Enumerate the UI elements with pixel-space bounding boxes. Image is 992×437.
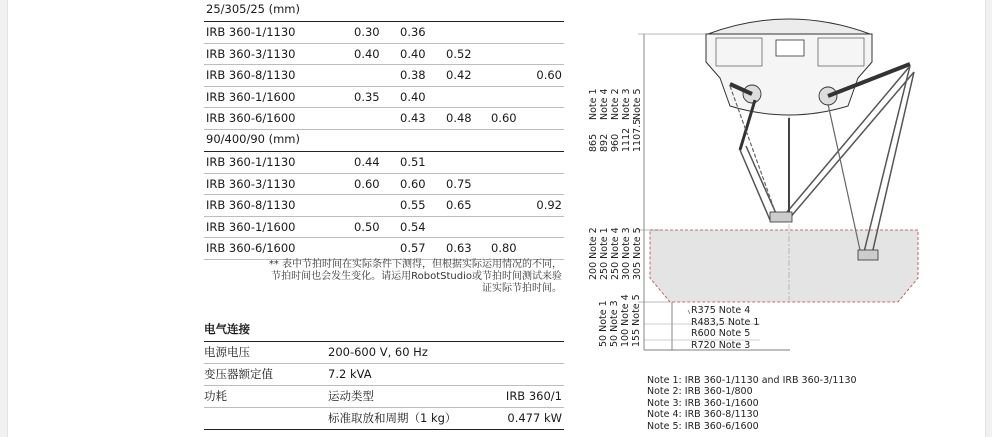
cycle-value: 0.52 <box>446 46 472 61</box>
cycle-value: 0.65 <box>446 198 472 213</box>
table-row <box>204 65 564 87</box>
model-notes: Note 1: IRB 360-1/1130 and IRB 360-3/1130 Note 2: IRB 360-1/800 Note 3: IRB 360-1/1600 Note 4: IRB 360-8/1130 Note 5: IRB 360-6/1600 <box>647 375 857 432</box>
cycle-value: 0.60 <box>536 68 562 83</box>
right-edge-bar <box>985 0 992 437</box>
dimension-label: 865 <box>588 133 599 152</box>
dimension-label: Note 5 <box>632 88 643 120</box>
model-name: IRB 360-1/1130 <box>206 25 296 39</box>
model-name: IRB 360-6/1600 <box>206 241 296 256</box>
section-rows-2 <box>204 152 564 260</box>
dimension-label: 155 Note 5 <box>631 294 642 347</box>
model-name: IRB 360-3/1130 <box>206 176 296 191</box>
model-name: IRB 360-1/1600 <box>206 219 296 234</box>
dimension-label: 1112 <box>621 127 632 152</box>
dimension-label: Note 2 <box>610 88 621 120</box>
middle-dimension-labels <box>588 227 643 280</box>
dimension-label: Note 3 <box>621 88 632 120</box>
dimension-label: R600 Note 5 <box>691 328 751 339</box>
table-row <box>204 174 564 196</box>
cycle-value: 0.54 <box>400 219 426 234</box>
cycle-value: 0.36 <box>400 25 426 39</box>
dimension-label: 1107.5 <box>632 118 643 152</box>
cycle-value: 0.60 <box>400 176 426 191</box>
left-edge-bar <box>0 0 8 437</box>
dimension-label: 892 <box>599 133 610 152</box>
cycle-value: 0.55 <box>400 198 426 213</box>
cycle-value: 0.63 <box>446 241 472 256</box>
robot-dimension-drawing <box>580 0 920 372</box>
cycle-time-table <box>204 0 564 260</box>
table-row <box>204 217 564 239</box>
table-row <box>204 238 564 260</box>
cycle-value: 0.75 <box>446 176 472 191</box>
cycle-value: 0.38 <box>400 68 426 83</box>
work-envelope <box>650 230 918 302</box>
robot-dome <box>708 19 870 34</box>
cycle-value: 0.92 <box>536 198 562 213</box>
table-row <box>204 108 564 130</box>
table-row: 电源电压 200-600 V, 60 Hz <box>204 342 564 364</box>
cycle-value: 0.44 <box>354 154 380 169</box>
dimension-label: 250 Note 4 <box>610 227 621 280</box>
dimension-label: 50 Note 3 <box>609 300 620 347</box>
cycle-value: 0.60 <box>354 176 380 191</box>
model-name: IRB 360-1/1130 <box>206 154 296 169</box>
model-name: IRB 360-3/1130 <box>206 46 296 61</box>
cycle-value: 0.42 <box>446 68 472 83</box>
dimension-label: Note 1 <box>588 88 599 120</box>
cycle-time-footnote: ** 表中节拍时间在实际条件下测得，但根据实际运用情况的不同， 节拍时间也会发生变化。请运用RobotStudio或节拍时间测试来验 证实际节拍时间。 <box>268 259 562 294</box>
dimension-label: 305 Note 5 <box>632 227 643 280</box>
table-row: 功耗 运动类型 IRB 360/1 <box>204 386 564 408</box>
model-name: IRB 360-8/1130 <box>206 198 296 213</box>
model-name: IRB 360-1/1600 <box>206 89 296 104</box>
section-header: 25/305/25 (mm) <box>204 0 564 22</box>
table-row <box>204 22 564 44</box>
cycle-value: 0.80 <box>491 241 517 256</box>
dimension-label: 250 Note 1 <box>599 227 610 280</box>
cycle-value: 0.60 <box>491 111 517 126</box>
dimension-label: 300 Note 3 <box>621 227 632 280</box>
dimension-label: 960 <box>610 133 621 152</box>
electrical-title: 电气连接 <box>204 319 564 342</box>
model-name: IRB 360-6/1600 <box>206 111 296 126</box>
electrical-table <box>204 319 564 430</box>
table-row: 标准取放和周期（1 kg） 0.477 kW <box>204 408 564 430</box>
table-row: 变压器额定值 7.2 kVA <box>204 364 564 386</box>
cycle-value: 0.51 <box>400 154 426 169</box>
table-row <box>204 152 564 174</box>
dimension-label: Note 4 <box>599 88 610 120</box>
table-row <box>204 195 564 217</box>
cycle-value: 0.40 <box>400 89 426 104</box>
dimension-label: R720 Note 3 <box>691 339 751 351</box>
dimension-label: 100 Note 4 <box>620 294 631 347</box>
table-row <box>204 87 564 109</box>
section-rows-1 <box>204 22 564 130</box>
section-header: 90/400/90 (mm) <box>204 130 564 152</box>
dimension-label: 200 Note 2 <box>588 227 599 280</box>
dimension-label: R483,5 Note 1 <box>691 316 760 328</box>
cycle-value: 0.50 <box>354 219 380 234</box>
lower-dimension-labels <box>598 294 642 347</box>
cycle-value: 0.30 <box>354 25 380 39</box>
model-name: IRB 360-8/1130 <box>206 68 296 83</box>
cycle-value: 0.48 <box>446 111 472 126</box>
cycle-value: 0.35 <box>354 89 380 104</box>
table-row <box>204 44 564 66</box>
end-effector <box>770 212 792 222</box>
dimension-label: 50 Note 1 <box>598 300 609 347</box>
cycle-value: 0.57 <box>400 241 426 256</box>
dimension-label: R375 Note 4 <box>691 305 751 316</box>
upper-note-labels <box>588 88 643 120</box>
cycle-value: 0.40 <box>354 46 380 61</box>
upper-dimension-labels <box>588 119 643 152</box>
cycle-value: 0.40 <box>400 46 426 61</box>
cycle-value: 0.43 <box>400 111 426 126</box>
end-effector <box>858 250 878 260</box>
radius-labels <box>691 305 759 351</box>
